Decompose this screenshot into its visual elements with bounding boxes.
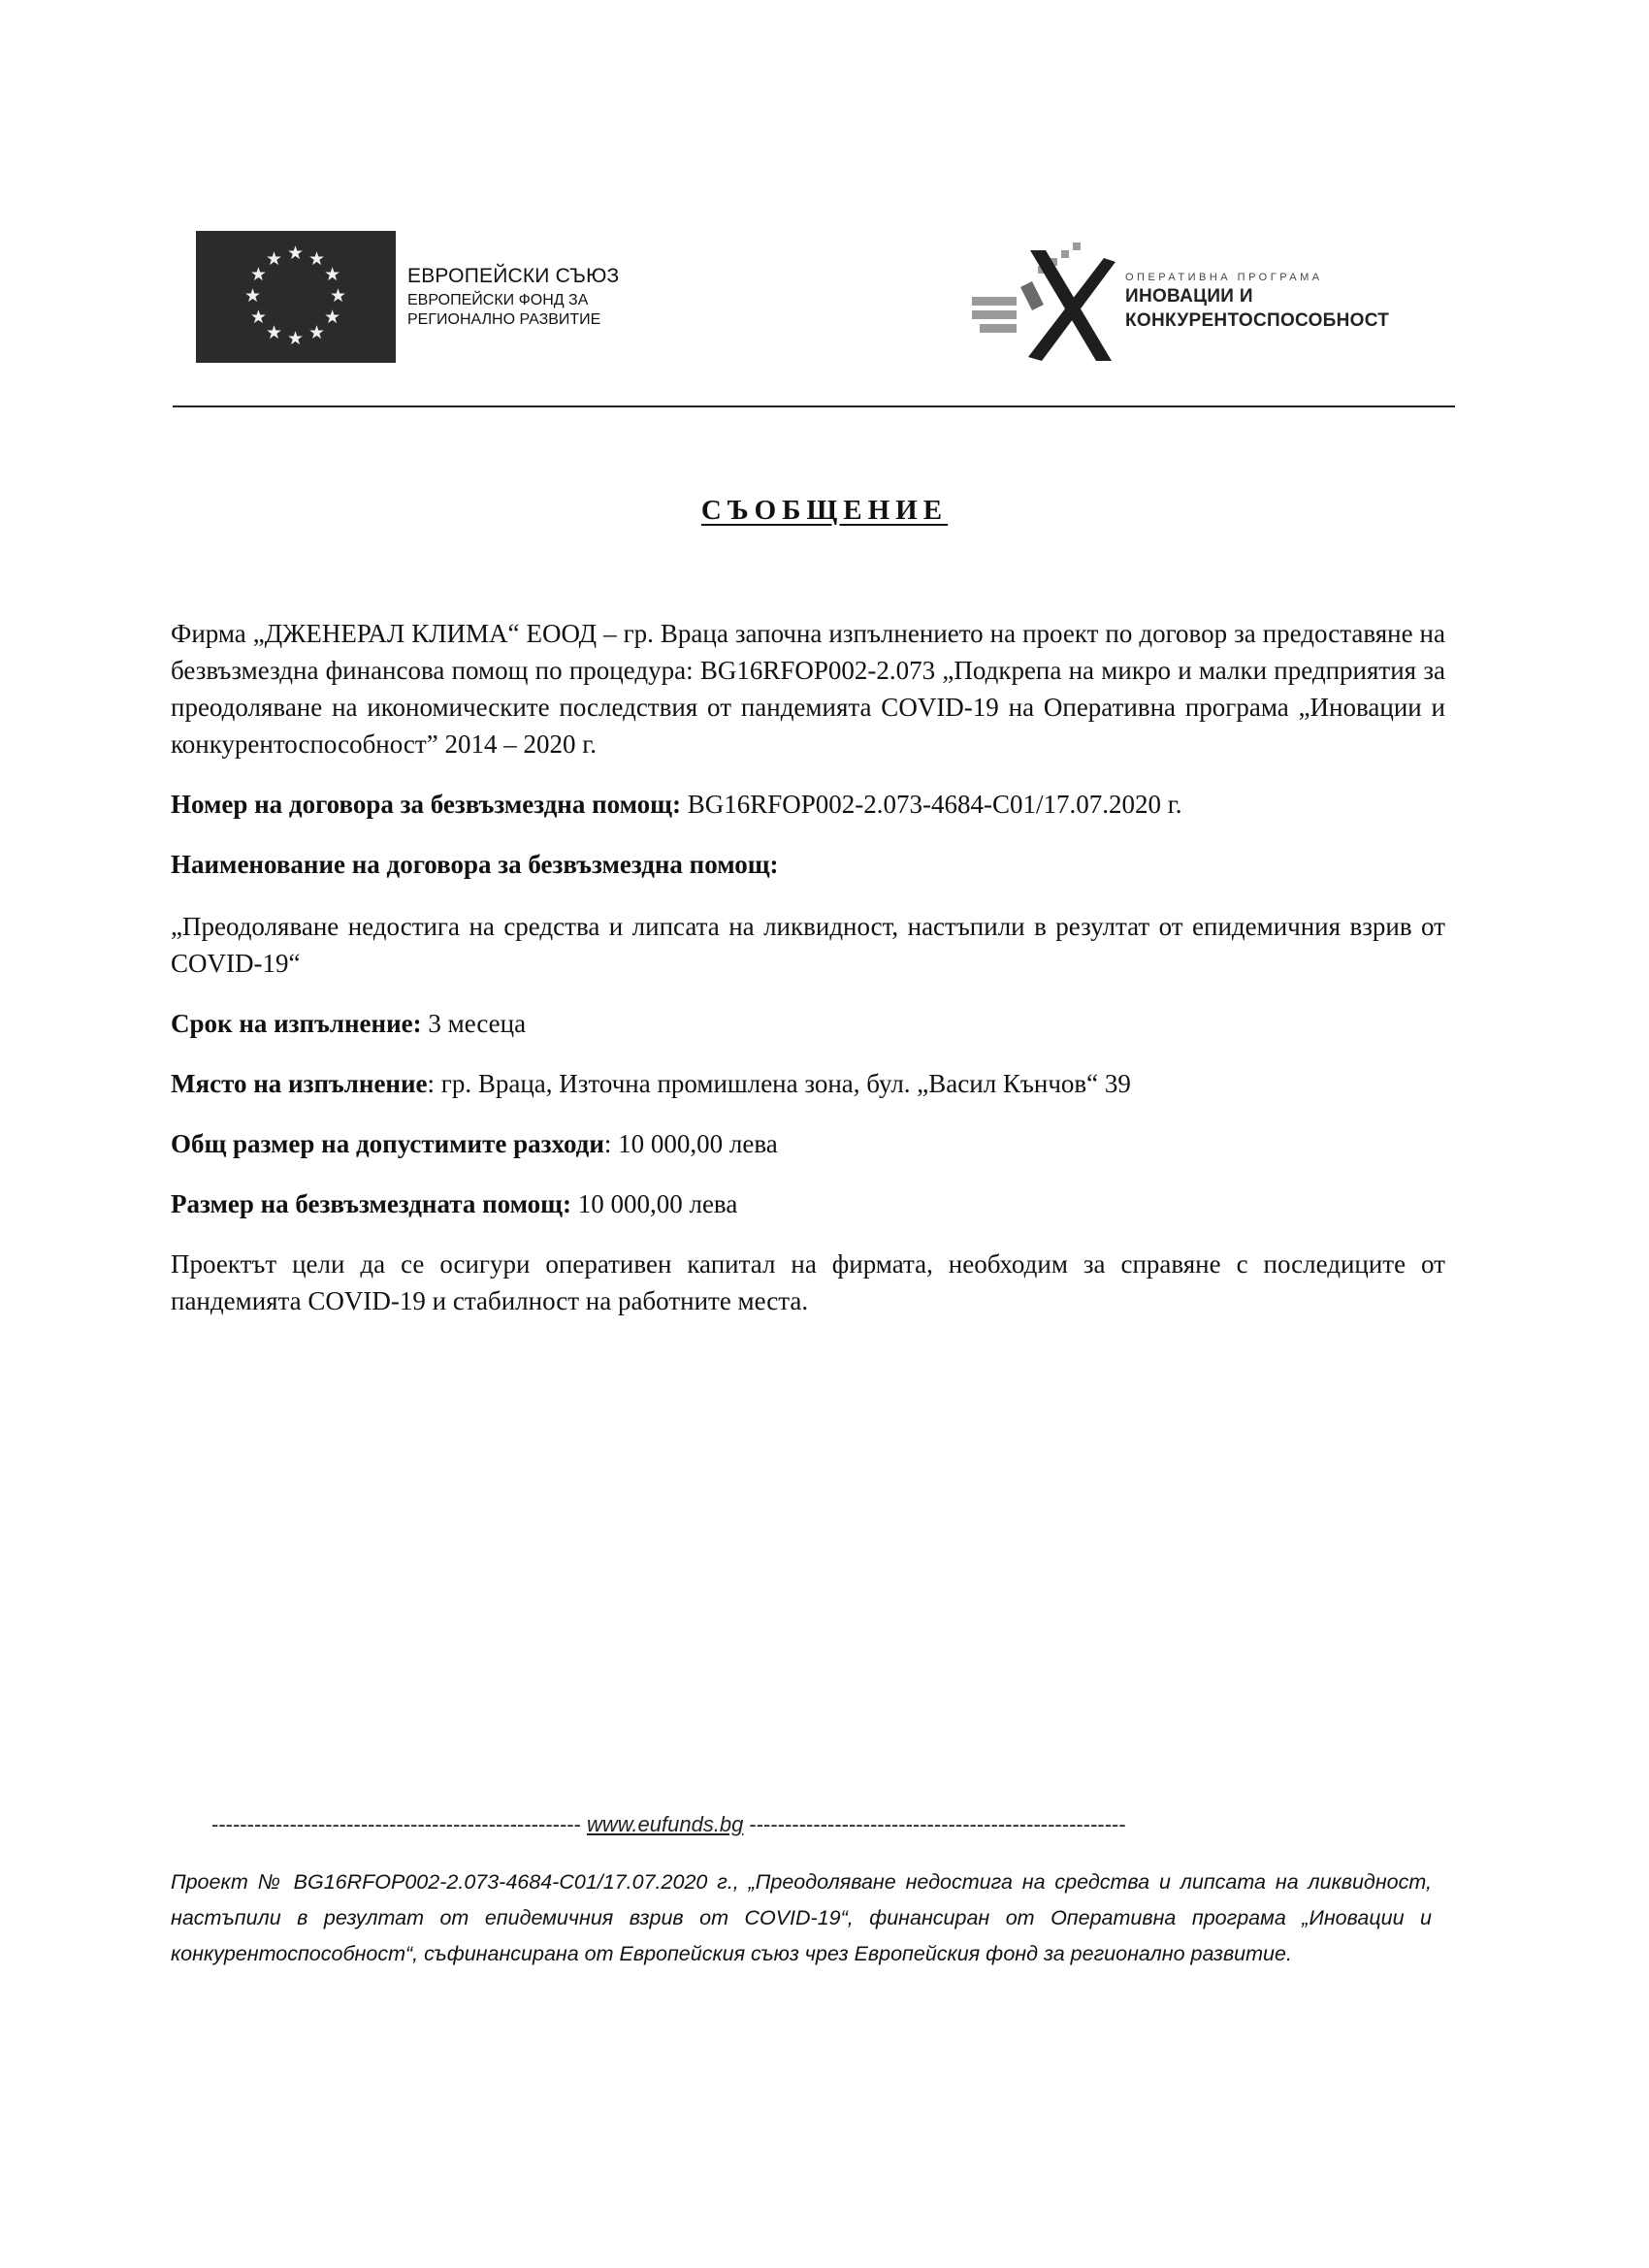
total-costs-label: Общ размер на допустимите разходи	[171, 1129, 604, 1158]
total-costs-row	[171, 1125, 1445, 1162]
programme-x-logo-icon	[970, 237, 1125, 367]
document-body	[171, 615, 1445, 1319]
eu-star-icon: ★	[249, 308, 267, 328]
location-label: Място на изпълнение	[171, 1069, 428, 1098]
eu-star-icon: ★	[324, 308, 341, 328]
contract-name-row	[171, 846, 1445, 883]
location-value: : гр. Враца, Източна промишлена зона, бул. „Васил Кънчов“ 39	[427, 1069, 1131, 1098]
eu-flag-icon	[196, 231, 396, 363]
eu-star-icon: ★	[244, 286, 262, 307]
page-title	[0, 495, 1649, 527]
footer-website-line	[211, 1812, 1375, 1837]
eu-star-icon: ★	[266, 248, 283, 270]
eu-fund-line1: ЕВРОПЕЙСКИ ФОНД ЗА	[407, 292, 589, 308]
page-title-text: СЪОБЩЕНИЕ	[700, 495, 949, 526]
eu-star-icon: ★	[249, 265, 267, 285]
duration-row	[171, 1005, 1445, 1042]
duration-value: 3 месеца	[421, 1009, 527, 1038]
eu-star-icon: ★	[330, 286, 347, 307]
header-divider	[173, 405, 1455, 407]
contract-number-label: Номер на договора за безвъзмездна помощ:	[171, 790, 681, 819]
programme-name-line2: КОНКУРЕНТОСПОСОБНОСТ	[1125, 310, 1390, 331]
eu-star-icon: ★	[287, 243, 305, 264]
eu-name: ЕВРОПЕЙСКИ СЪЮЗ	[407, 265, 620, 287]
eu-star-icon: ★	[287, 329, 305, 349]
location-row	[171, 1065, 1445, 1102]
contract-name-label: Наименование на договора за безвъзмездна помощ:	[171, 850, 779, 879]
website-link[interactable]: www.eufunds.bg	[586, 1812, 744, 1836]
contract-number-row	[171, 786, 1445, 823]
eu-logo-text	[407, 265, 619, 329]
grant-amount-value: 10 000,00 лева	[570, 1189, 738, 1218]
eu-logo-block	[196, 231, 619, 363]
footer-project-note: Проект № BG16RFOP002-2.073-4684-C01/17.07.2020 г., „Преодоляване недостига на средства и липсата на ликвидност, настъпили в резултат от епидемичния взрив от COVID-19“, финансиран от Оперативна програма „Иновации и конкурентоспособност“, съфинансирана от Европейския съюз чрез Европейския фонд за регионално развитие.	[171, 1870, 1432, 1965]
goal-paragraph: Проектът цели да се осигури оперативен капитал на фирмата, необходим за справяне с последиците от пандемията COVID-19 и стабилност на работните места.	[171, 1249, 1445, 1315]
programme-name-line1: ИНОВАЦИИ И	[1125, 286, 1253, 307]
duration-label: Срок на изпълнение:	[171, 1009, 422, 1038]
eu-star-icon: ★	[266, 323, 283, 344]
grant-amount-row	[171, 1185, 1445, 1222]
programme-logo-block	[970, 237, 1389, 367]
eu-star-icon: ★	[324, 265, 341, 285]
eu-star-icon: ★	[308, 323, 326, 344]
contract-number-value: BG16RFOP002-2.073-4684-C01/17.07.2020 г.	[680, 790, 1182, 819]
programme-label: ОПЕРАТИВНА ПРОГРАМА	[1125, 272, 1323, 283]
eu-fund-line2: РЕГИОНАЛНО РАЗВИТИЕ	[407, 311, 601, 328]
footer-dashes-left: ----------------------------------------------------	[211, 1812, 581, 1836]
grant-amount-label: Размер на безвъзмездната помощ:	[171, 1189, 571, 1218]
contract-name-value: „Преодоляване недостига на средства и липсата на ликвидност, настъпили в резултат от епидемичния взрив от COVID-19“	[171, 912, 1445, 978]
footer-dashes-right: -----------------------------------------------------	[749, 1812, 1126, 1836]
eu-star-icon: ★	[308, 248, 326, 270]
total-costs-value: : 10 000,00 лева	[603, 1129, 778, 1158]
intro-paragraph: Фирма „ДЖЕНЕРАЛ КЛИМА“ ЕООД – гр. Враца започна изпълнението на проект по договор за предоставяне на безвъзмездна финансова помощ по процедура: BG16RFOP002-2.073 „Подкрепа на микро и малки предприятия за преодоляване на икономическите последствия от пандемията COVID-19 на Оперативна програма „Иновации и конкурентоспособност” 2014 – 2020 г.	[171, 619, 1445, 759]
programme-logo-text	[1125, 272, 1389, 332]
